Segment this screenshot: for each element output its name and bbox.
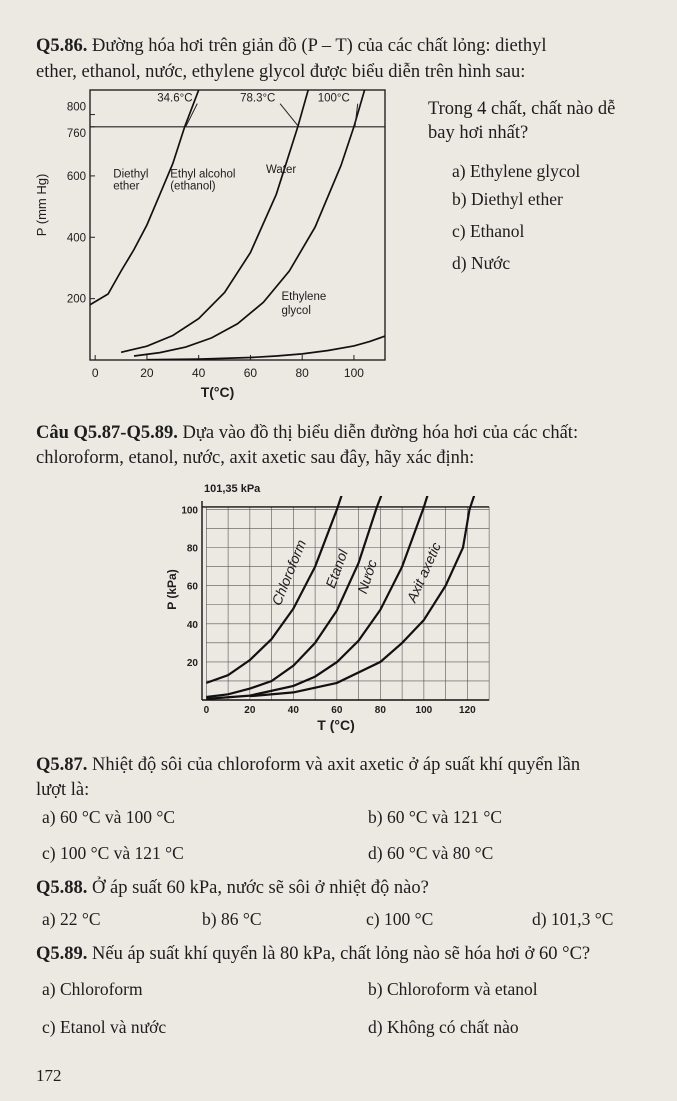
q87-89-number: Câu Q5.87-Q5.89. [36,423,178,443]
chart2-x-tick-label: 100 [415,705,433,716]
q86-heading [36,34,666,58]
q86-option-b[interactable]: b) Diethyl ether [452,189,563,209]
chart2-y-axis-label: P (kPa) [165,569,179,610]
chart2-y-tick-label: 100 [181,505,198,517]
chart2-series-label-acetic-acid: Axit axetic [403,539,444,605]
q86-option-d[interactable]: d) Nước [452,253,511,273]
q87-89-intro-text1: Dựa vào đồ thị biểu diễn đường hóa hơi của các chất: [182,423,579,443]
q88-text: Ở áp suất 60 kPa, nước sẽ sôi ở nhiệt độ nào? [92,878,429,898]
chart1-x-axis-label: T(°C) [200,384,235,400]
chart1-frame [90,90,385,360]
q86-text-line2: ether, ethanol, nước, ethylene glycol được biểu diễn trên hình sau: [36,62,526,82]
chart1-series-label-water: Water [265,163,297,176]
chart1-y-tick-label: 200 [66,293,86,306]
chart1-series-label-diethyl-ether: ether [113,180,140,193]
chart2-series-label-chloroform: Chloroform [268,537,310,608]
chart1-x-tick-label: 20 [140,366,154,380]
chart1-x-tick-label: 40 [192,366,206,380]
chart1-series-label-diethyl-ether: Diethyl [113,168,149,181]
chart-vapor-pressure-kpa [160,478,520,733]
chart1-series-label-ethanol: (ethanol) [170,180,216,193]
q86-text-line1: Đường hóa hơi trên giản đồ (P – T) của các chất lỏng: diethyl [92,36,547,56]
chart1-series-label-ethanol: Ethyl alcohol [170,168,236,181]
q87-text1: Nhiệt độ sôi của chloroform và axit axetic ở áp suất khí quyển lần [92,755,581,775]
chart2-x-tick-label: 80 [374,705,386,716]
chart1-series-label-ethylene-glycol: glycol [281,305,311,318]
q87-option-d[interactable]: d) 60 °C và 80 °C [368,843,494,863]
chart2-x-axis-label: T (°C) [317,717,355,733]
q89-option-d[interactable]: d) Không có chất nào [368,1017,519,1037]
q87-89-intro-line1 [36,421,676,445]
q87-89-intro-line2: chloroform, etanol, nước, axit axetic sau đây, hãy xác định: [36,448,475,468]
page-number: 172 [36,1066,62,1085]
q88-option-b[interactable]: b) 86 °C [202,909,262,929]
q89-line [36,942,676,966]
chart2-series-label-ethanol: Etanol [322,547,351,591]
chart2-y-tick-label: 20 [186,657,198,669]
chart1-diethyl-ether-curve [90,84,230,305]
q88-option-c[interactable]: c) 100 °C [366,909,434,929]
chart1-boiling-point-leader [280,104,299,127]
q88-option-d[interactable]: d) 101,3 °C [532,909,614,929]
q86-option-c[interactable]: c) Ethanol [452,221,525,241]
chart2-x-tick-label: 120 [459,705,476,716]
chart2-y-tick-label: 60 [186,581,198,593]
q87-line2: lượt là: [36,780,90,800]
chart-vapor-pressure-mmhg [30,84,425,410]
q89-text: Nếu áp suất khí quyển là 80 kPa, chất lỏng nào sẽ hóa hơi ở 60 °C? [92,944,591,964]
q86-option-a[interactable]: a) Ethylene glycol [452,161,581,181]
chart2-x-tick-label: 40 [287,705,299,716]
q86-question-line2: bay hơi nhất? [428,123,529,143]
chart2-y-tick-label: 80 [186,543,198,555]
q89-option-b[interactable]: b) Chloroform và etanol [368,979,538,999]
chart1-x-tick-label: 100 [343,366,364,380]
q87-number: Q5.87. [36,755,88,775]
chart1-x-tick-label: 60 [243,366,258,380]
q87-line1 [36,753,676,777]
q88-option-a[interactable]: a) 22 °C [42,909,101,929]
chart1-water-curve [134,84,380,356]
q87-option-c[interactable]: c) 100 °C và 121 °C [42,843,184,863]
chart1-x-tick-label: 0 [91,366,99,380]
chart1-boiling-point-label: 100°C [317,92,350,105]
chart1-y-tick-label: 800 [66,101,86,114]
chart1-y-tick-label: 400 [66,232,86,245]
q88-number: Q5.88. [36,878,88,898]
q87-option-b[interactable]: b) 60 °C và 121 °C [368,807,503,827]
chart2-x-tick-label: 0 [203,705,210,716]
chart1-x-tick-label: 80 [295,366,309,380]
q86-question-line1: Trong 4 chất, chất nào dễ [428,99,616,119]
chart1-series-label-ethylene-glycol: Ethylene [281,291,327,304]
q86-number: Q5.86. [36,36,88,56]
chart1-boiling-point-label: 34.6°C [157,92,193,105]
chart2-series-label-water: Nước [353,557,380,596]
chart2-x-tick-label: 60 [331,705,343,716]
q89-option-c[interactable]: c) Etanol và nước [42,1017,167,1037]
chart2-x-tick-label: 20 [244,705,256,716]
chart1-y-tick-label: 760 [66,127,86,140]
chart1-y-tick-label: 600 [66,170,86,183]
q88-line [36,876,676,900]
q89-option-a[interactable]: a) Chloroform [42,979,143,999]
chart2-title: 101,35 kPa [204,483,261,495]
q89-number: Q5.89. [36,944,88,964]
chart2-y-tick-label: 40 [186,619,198,631]
chart1-boiling-point-label: 78.3°C [240,92,276,105]
q87-option-a[interactable]: a) 60 °C và 100 °C [42,807,176,827]
chart1-y-axis-label: P (mm Hg) [34,173,49,237]
